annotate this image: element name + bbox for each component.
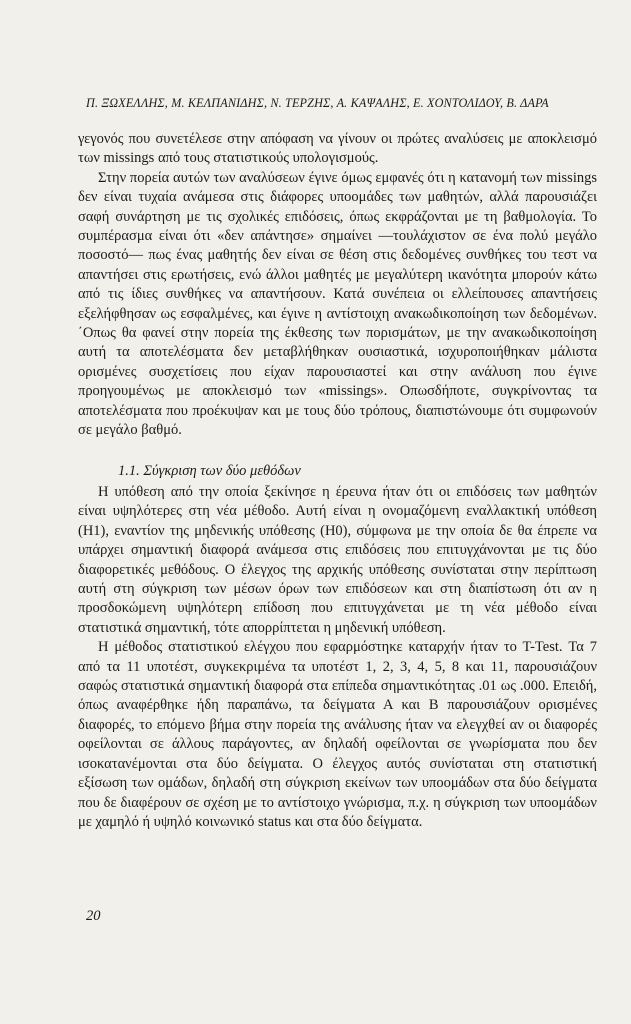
paragraph: γεγονός που συνετέλεσε στην απόφαση να γίνουν οι πρώτες αναλύσεις με αποκλεισμό των missings από τους στατιστικούς υπολογισμούς.	[78, 131, 597, 167]
running-header: Π. ΞΩΧΕΛΛΗΣ, Μ. ΚΕΛΠΑΝΙΔΗΣ, Ν. ΤΕΡΖΗΣ, Α. ΚΑΨΑΛΗΣ, Ε. ΧΟΝΤΟΛΙΔΟΥ, Β. ΔΑΡΑ	[86, 96, 549, 110]
paragraph: Η μέθοδος στατιστικού ελέγχου που εφαρμόστηκε καταρχήν ήταν το Τ-Test. Τα 7 από τα 11 υποτέστ, συγκεκριμένα τα υποτέστ 1, 2, 3, 4, 5, 8 και 11, παρουσιάζουν σαφώς στατιστικά σημαντική διαφορά στα επίπεδα σημαντικότητας .01 ως .000. Επειδή, όπως αναφέρθηκε ήδη παραπάνω, τα δείγματα Α και Β παρουσιάζουν ορισμένες διαφορές, το επόμενο βήμα στην πορεία της ανάλυσης ήταν να ελεγχθεί αν οι διαφορές οφείλονται σε άλλους παράγοντες, αν δηλαδή οφείλονται σε γνωρίσματα που δεν ισοκατανέμονται στα δύο δείγματα. Ο έλεγχος αυτός συνίσταται στη στατιστική εξίσωση των ομάδων, δηλαδή στη σύγκριση εκείνων των υποομάδων στα δύο δείγματα που δε διαφέρουν σε σχέση με το αντίστοιχο γνώρισμα, π.χ. η σύγκριση των υποομάδων με χαμηλό ή υψηλό κοινωνικό status και στα δύο δείγματα.	[78, 639, 597, 830]
page-number: 20	[86, 908, 101, 924]
body-text-section	[78, 483, 597, 832]
paragraph: Στην πορεία αυτών των αναλύσεων έγινε όμως εμφανές ότι η κατανομή των missings δεν είναι τυχαία ανάμεσα στις διάφορες υποομάδες των μαθητών, αλλά παρουσιάζει σαφή συνάρτηση με τις σχολικές επιδόσεις, όπως εκφράζονται με τη βαθμολογία. Το συμπέρασμα είναι ότι «δεν απάντησε» σημαίνει —τουλάχιστον σε ένα πολύ μεγάλο ποσοστό— πως ένας μαθητής δεν είναι σε θέση στις δεδομένες συνθήκες του τεστ να απαντήσει στις ερωτήσεις, ενώ άλλοι μαθητές με μεγαλύτερη ικανότητα μπορούν κάτω από τις ίδιες συνθήκες να απαντήσουν. Κατά συνέπεια οι ελλείπουσες απαντήσεις εξελήφθησαν ως εσφαλμένες, και έγινε η αντίστοιχη ανακωδικοποίηση των δεδομένων. ΄Οπως θα φανεί στην πορεία της έκθεσης των πορισμάτων, με την ανακωδικοποίηση αυτή τα αποτελέσματα δεν μεταβλήθηκαν ουσιαστικά, ισχυροποιήθηκαν μάλιστα ορισμένες συσχετίσεις που είχαν παρουσιαστεί και στην ανάλυση που έγινε προηγουμένως με αποκλεισμό των «missings». Οπωσδήποτε, συγκρίνοντας τα αποτελέσματα που προέκυψαν και με τους δύο τρόπους, διαπιστώνουμε ότι συμφωνούν σε μεγάλο βαθμό.	[78, 169, 597, 439]
paragraph: Η υπόθεση από την οποία ξεκίνησε η έρευνα ήταν ότι οι επιδόσεις των μαθητών είναι υψηλότερες στη νέα μέθοδο. Αυτή είναι η ονομαζόμενη εναλλακτική υπόθεση (Η1), εναντίον της μηδενικής υπόθεσης (Η0), σύμφωνα με την οποία δε θα έπρεπε να υπάρχει σημαντική διαφορά ανάμεσα στις επιδόσεις που επιτυγχάνονται με τις δύο διαφορετικές μεθόδους. Ο έλεγχος της αρχικής υπόθεσης συνίσταται στην περίπτωση αυτή στη σύγκριση των μέσων όρων των επιδόσεων και στη διαπίστωση ότι αν η προσδοκώμενη υψηλότερη επίδοση που επιτυγχάνεται με τη νέα μέθοδο είναι στατιστικά σημαντική, τότε απορρίπτεται η μηδενική υπόθεση.	[78, 484, 597, 636]
section-heading: 1.1. Σύγκριση των δύο μεθόδων	[118, 463, 301, 479]
body-text-top	[78, 130, 597, 441]
